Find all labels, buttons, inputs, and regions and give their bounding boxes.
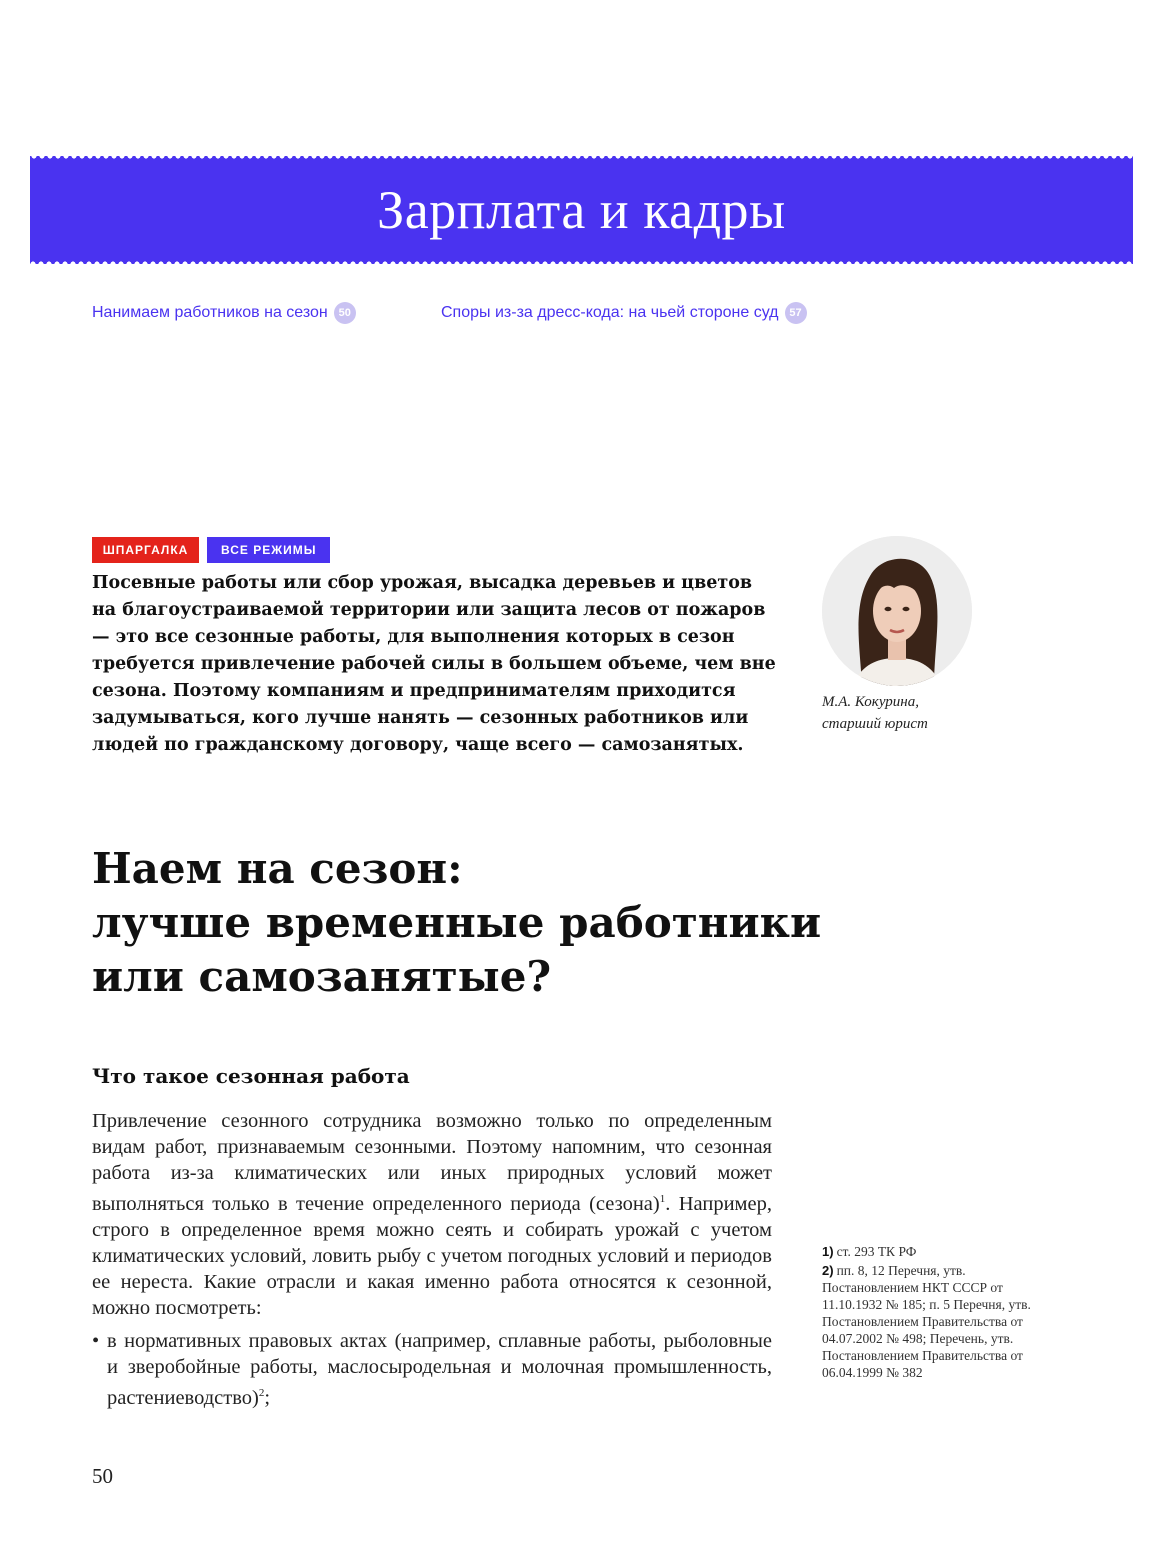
headline-line: лучше временные работники: [92, 898, 822, 947]
body-text-part: . Например, строго в определенное время можно сеять и собирать урожай с учетом климатических условий, ловить рыбу с учетом погодных условий и периодов ее нереста. Какие отрасли и какая именно работа относятся к сезонной, можно посмотреть:: [92, 1192, 772, 1319]
author-caption: [822, 691, 928, 735]
footnotes: [822, 1243, 1052, 1383]
list-item-body: в нормативных правовых актах (например, сплавные работы, рыболовные и зверобойные работы, маслосыродельная и молочная промышленность, растениеводство): [107, 1330, 772, 1409]
article-tags: [92, 537, 330, 563]
bullet-icon: •: [92, 1330, 100, 1352]
list-item: [92, 1328, 772, 1411]
footnote-text: ст. 293 ТК РФ: [836, 1244, 917, 1259]
footnote-ref[interactable]: 1: [659, 1193, 666, 1205]
list-item-end: ;: [264, 1386, 271, 1409]
list-item-text: [107, 1328, 772, 1411]
toc-label: Споры из-за дресс-кода: на чьей стороне суд: [441, 304, 779, 321]
article-headline: [92, 842, 992, 1004]
toc-link-seasonal-hiring[interactable]: [92, 302, 356, 324]
toc-page-badge: 50: [334, 302, 356, 324]
footnote-number: 2): [822, 1263, 834, 1278]
article-lead: Посевные работы или сбор урожая, высадка деревьев и цветов на благоустраиваемой территории или защита лесов от пожаров — это все сезонные работы, для выполнения которых в сезон требуется привлечение рабочей силы в большем объеме, чем вне сезона. Поэтому компаниям и предпринимателям приходится задумываться, кого лучше нанять — сезонных работников или людей по гражданскому договору, чаще всего — самозанятых.: [92, 573, 776, 755]
tag-all-regimes: ВСЕ РЕЖИМЫ: [207, 537, 330, 563]
footnote: [822, 1262, 1052, 1381]
author-role: старший юрист: [822, 716, 928, 732]
headline-line: Наем на сезон:: [92, 844, 463, 893]
footnote-text: пп. 8, 12 Перечня, утв. Постановлением НКТ СССР от 11.10.1932 № 185; п. 5 Перечня, утв. Постановлением Правительства от 04.07.2002 № 498; Перечень, утв. Постановлением Правительства от 06.04.1999 № 382: [822, 1263, 1031, 1380]
toc-link-dress-code[interactable]: [441, 302, 807, 324]
toc-label: Нанимаем работников на сезон: [92, 304, 328, 321]
body-paragraph: [92, 1108, 772, 1321]
page-number: 50: [92, 1464, 113, 1488]
footnote: [822, 1243, 1052, 1260]
body-text-part: Привлечение сезонного сотрудника возможно только по определенным видам работ, признаваемым сезонными. Поэтому напомним, что сезонная работа из-за климатических или иных природных условий может выполняться только в течение определенного периода (сезона): [92, 1110, 772, 1215]
footnote-number: 1): [822, 1244, 834, 1259]
section-banner: [30, 156, 1133, 264]
section-heading: Что такое сезонная работа: [92, 1064, 410, 1088]
section-title-banner: Зарплата и кадры: [377, 180, 786, 240]
author-name: М.А. Кокурина,: [822, 694, 919, 710]
tag-cheatsheet: ШПАРГАЛКА: [92, 537, 199, 563]
author-photo: [822, 536, 972, 686]
author-portrait-icon: [822, 536, 972, 686]
footnote-ref[interactable]: 2: [258, 1387, 265, 1399]
toc-page-badge: 57: [785, 302, 807, 324]
headline-line: или самозанятые?: [92, 952, 552, 1001]
